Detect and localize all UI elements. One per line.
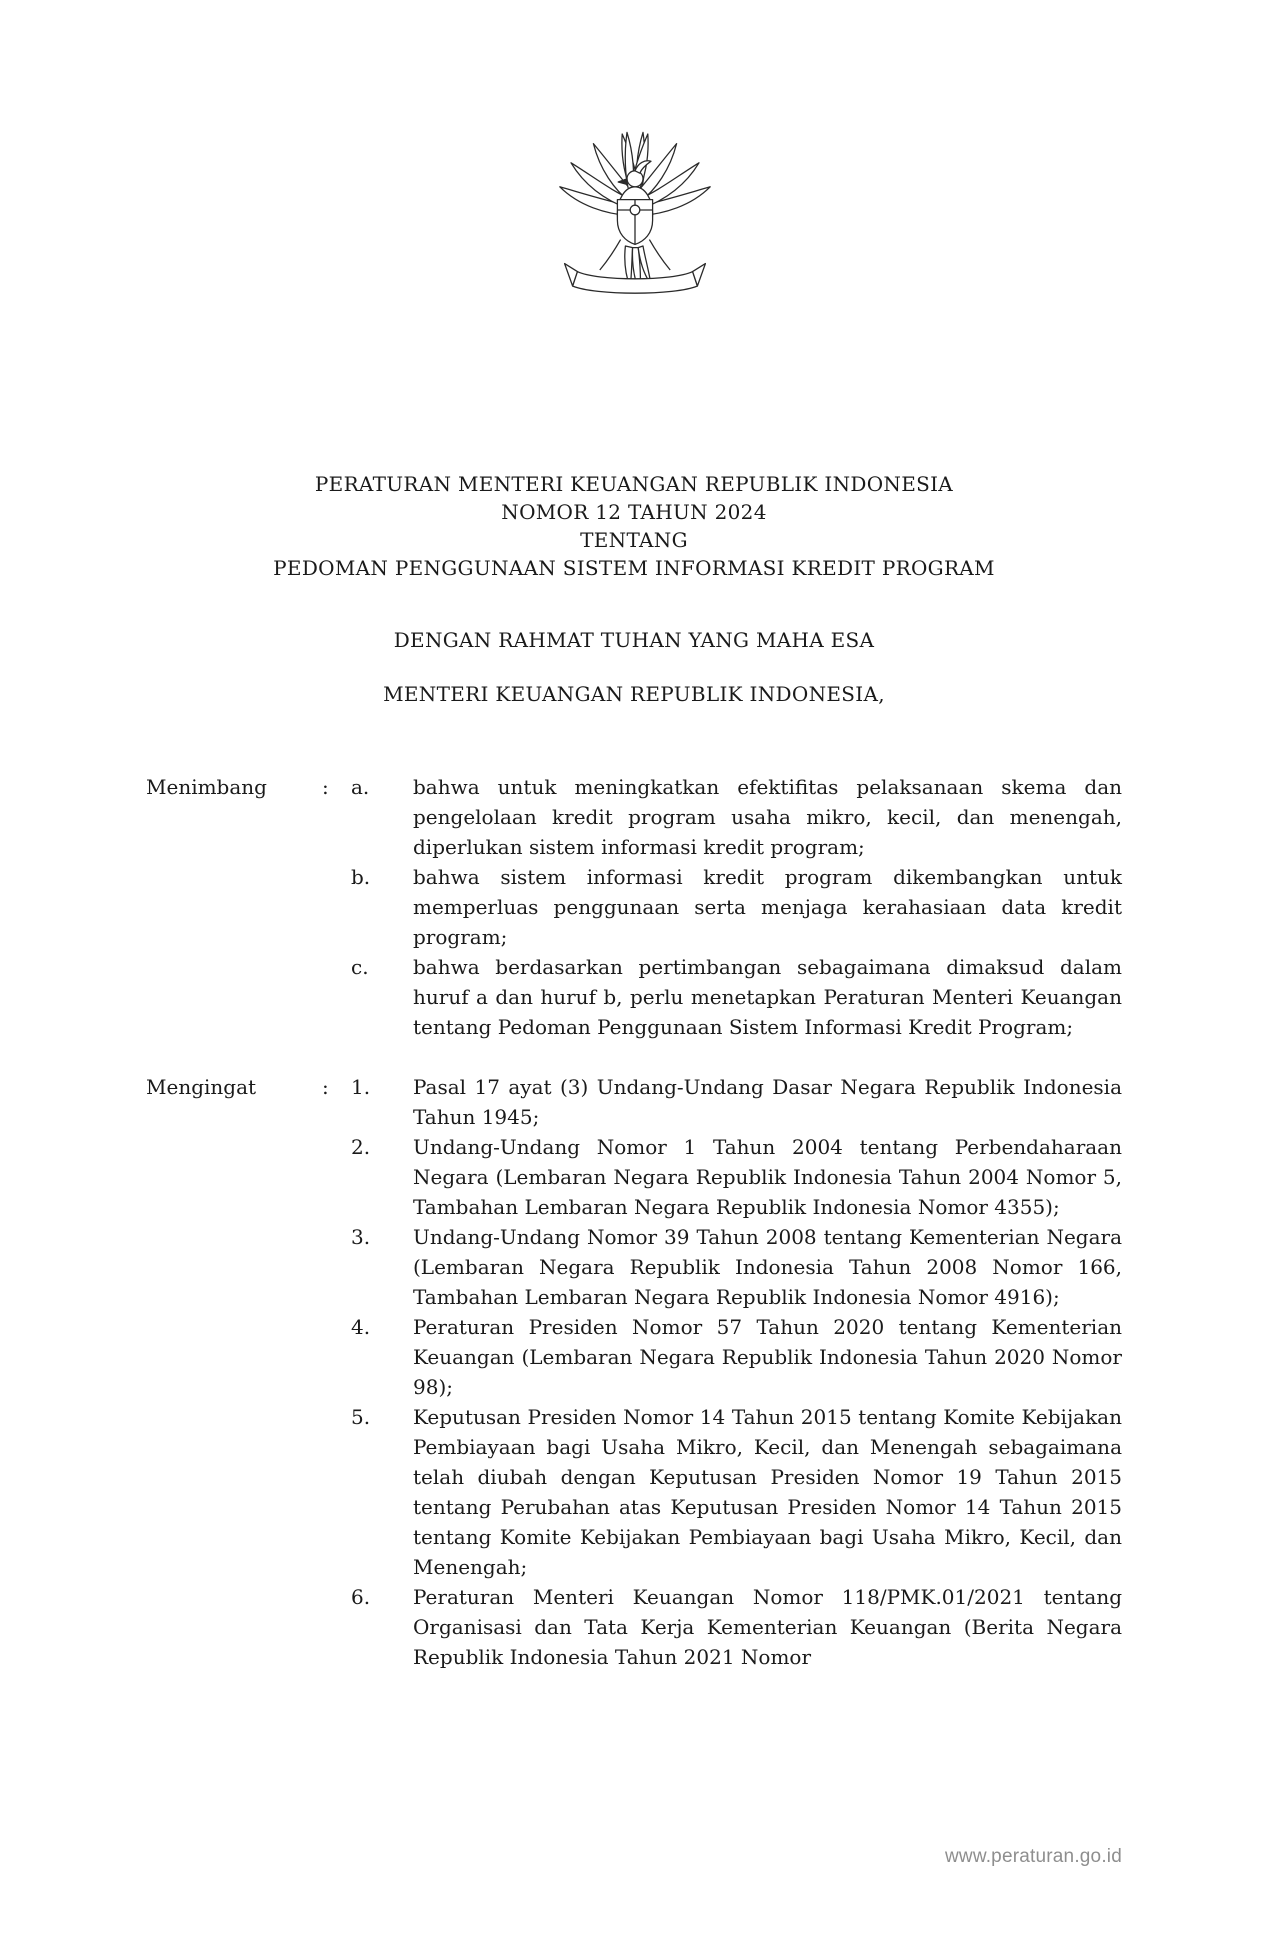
clause-label: Mengingat — [146, 1075, 257, 1099]
item-text: bahwa untuk meningkatkan efektifitas pelaksanaan skema dan pengelolaan kredit program usaha mikro, kecil, dan menengah, diperlukan sistem informasi kredit program; — [413, 775, 1122, 859]
title-line-3: TENTANG — [580, 528, 688, 552]
document-body — [146, 772, 1122, 1672]
item-marker: 3. — [351, 1225, 371, 1249]
item-marker: a. — [351, 775, 370, 799]
garuda-eagle-icon — [555, 126, 715, 302]
list-item — [351, 1072, 1122, 1132]
clause-items — [351, 1072, 1122, 1672]
section-mengingat — [146, 1072, 1122, 1672]
footer-watermark: www.peraturan.go.id — [944, 1846, 1122, 1867]
item-text: Keputusan Presiden Nomor 14 Tahun 2015 tentang Komite Kebijakan Pembiayaan bagi Usaha Mikro, Kecil, dan Menengah sebagaimana telah diubah dengan Keputusan Presiden Nomor 19 Tahun 2015 tentang Perubahan atas Keputusan Presiden Nomor 14 Tahun 2015 tentang Komite Kebijakan Pembiayaan bagi Usaha Mikro, Kecil, dan Menengah; — [413, 1405, 1122, 1579]
list-item — [351, 1312, 1122, 1402]
list-item — [351, 952, 1122, 1042]
item-text: bahwa berdasarkan pertimbangan sebagaimana dimaksud dalam huruf a dan huruf b, perlu menetapkan Peraturan Menteri Keuangan tentang Pedoman Penggunaan Sistem Informasi Kredit Program; — [413, 955, 1122, 1039]
clause-separator: : — [322, 1075, 329, 1099]
item-text: Peraturan Presiden Nomor 57 Tahun 2020 tentang Kementerian Keuangan (Lembaran Negara Republik Indonesia Tahun 2020 Nomor 98); — [413, 1315, 1122, 1399]
item-marker: 1. — [351, 1075, 371, 1099]
item-marker: c. — [351, 955, 369, 979]
section-menimbang — [146, 772, 1122, 1042]
item-text: Pasal 17 ayat (3) Undang-Undang Dasar Negara Republik Indonesia Tahun 1945; — [413, 1075, 1122, 1129]
item-text: bahwa sistem informasi kredit program dikembangkan untuk memperluas penggunaan serta menjaga kerahasiaan data kredit program; — [413, 865, 1122, 949]
document-heading — [146, 470, 1122, 708]
list-item — [351, 1222, 1122, 1312]
list-item — [351, 862, 1122, 952]
clause-separator: : — [322, 775, 329, 799]
list-item — [351, 1402, 1122, 1582]
item-marker: 2. — [351, 1135, 371, 1159]
item-marker: b. — [351, 865, 371, 889]
garuda-pancasila-emblem — [0, 126, 1269, 302]
title-line-4: PEDOMAN PENGGUNAAN SISTEM INFORMASI KREDIT PROGRAM — [273, 556, 995, 580]
invocation-line: DENGAN RAHMAT TUHAN YANG MAHA ESA — [393, 628, 875, 652]
list-item — [351, 772, 1122, 862]
clause-items — [351, 772, 1122, 1042]
title-line-1: PERATURAN MENTERI KEUANGAN REPUBLIK INDONESIA — [314, 472, 954, 496]
item-marker: 6. — [351, 1585, 371, 1609]
item-text: Peraturan Menteri Keuangan Nomor 118/PMK.01/2021 tentang Organisasi dan Tata Kerja Kementerian Keuangan (Berita Negara Republik Indonesia Tahun 2021 Nomor — [413, 1585, 1122, 1669]
item-text: Undang-Undang Nomor 1 Tahun 2004 tentang Perbendaharaan Negara (Lembaran Negara Republik Indonesia Tahun 2004 Nomor 5, Tambahan Lembaran Negara Republik Indonesia Nomor 4355); — [413, 1135, 1122, 1219]
list-item — [351, 1132, 1122, 1222]
item-text: Undang-Undang Nomor 39 Tahun 2008 tentang Kementerian Negara (Lembaran Negara Republik Indonesia Tahun 2008 Nomor 166, Tambahan Lembaran Negara Republik Indonesia Nomor 4916); — [413, 1225, 1122, 1309]
authority-line: MENTERI KEUANGAN REPUBLIK INDONESIA, — [383, 682, 885, 706]
item-marker: 5. — [351, 1405, 371, 1429]
item-marker: 4. — [351, 1315, 371, 1339]
title-line-2: NOMOR 12 TAHUN 2024 — [501, 500, 767, 524]
list-item — [351, 1582, 1122, 1672]
clause-label: Menimbang — [146, 775, 267, 799]
